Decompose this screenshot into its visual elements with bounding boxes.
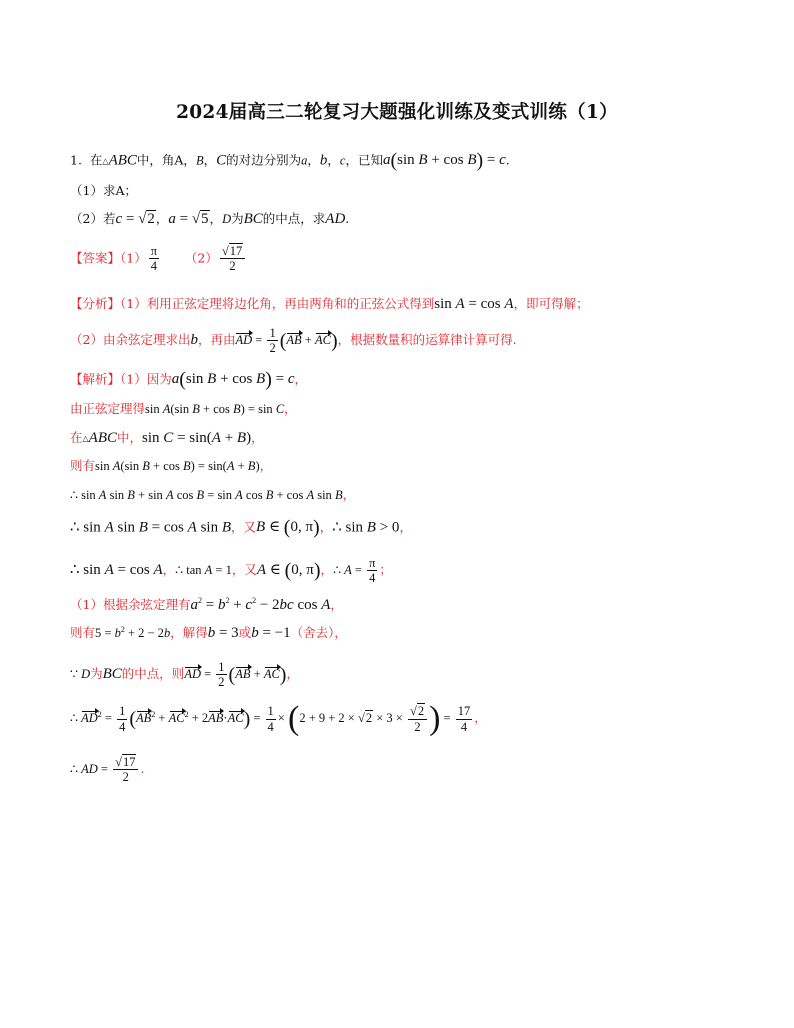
solution-line-12: ∴ AD = $\frac{√17}{2}$ . [70, 755, 145, 785]
solution-line-9: 则有$5 = b^2 + 2 - 2b$，解得b = 3或b = −1（舍去）， [70, 625, 347, 642]
answer-line: 【答案】（1） $\frac{\pi}{4}$ （2） $\frac{√17}{2}$ [70, 244, 247, 274]
solution-line-8: （1）根据余弦定理有$a^2 = b^2 + c^2 - 2bc$ cos A， [70, 596, 343, 613]
question-1: （1）求A； [70, 183, 137, 198]
solution-label: 【解析】 [70, 371, 121, 387]
question-2: （2）若c = √2，a = √5，D为BC的中点，求AD. [70, 211, 350, 227]
problem-statement: 1. 在△ABC中，角A，B，C的对边分别为a，b，c，已知a(sin B + cos B) = c. [70, 150, 510, 172]
analysis-label: 【分析】 [70, 296, 121, 311]
given-equation: a(sin B + cos B) = c [382, 150, 506, 172]
analysis-line-2: （2）由余弦定理求出b，再由AD = $\frac{1}{2}$ (AB + AC)，根据数量积的运算律计算可得. [70, 326, 517, 356]
solution-line-6: ∴ sin A sin B = cos A sin B，又B ∈ (0, π)，∴ sin B > 0， [70, 517, 412, 539]
solution-line-4: 则有sin A(sin B + cos B) = sin(A + B)， [70, 458, 273, 473]
answer-label: 【答案】 [70, 250, 121, 266]
solution-line-3: 在△ABC中，sin C = sin(A + B)， [70, 430, 264, 446]
solution-line-7: ∴ sin A = cos A，∴ tan A = 1，又A ∈ (0, π)，∴ A = $\frac{\pi}{4}$ ； [70, 556, 392, 586]
page-title: 2024届高三二轮复习大题强化训练及变式训练（1） [176, 102, 618, 123]
solution-line-10: ∵ D为BC的中点，则AD = $\frac{1}{2}$ (AB + AC)， [70, 660, 299, 690]
solution-line-2: 由正弦定理得sin A(sin B + cos B) = sin C， [70, 401, 297, 416]
solution-line-5: ∴ sin A sin B + sin A cos B = sin A cos B + cos A sin B， [70, 487, 356, 502]
analysis-line-1: 【分析】（1）利用正弦定理将边化角，再由两角和的正弦公式得到sin A = cos A，即可得解； [70, 296, 589, 312]
solution-line-1: 【解析】（1）因为a(sin B + cos B) = c， [70, 369, 308, 391]
solution-line-11: ∴ $AD^2$ = $\frac{1}{4}$ $(AB^2 + AC^2 + 2AB\cdot AC)$ = $\frac{1}{4}$ × (2 + 9 + 2 × √2 × 3 × $\frac{√2}{2}$ ) = $\frac{17}{4}$ ， [70, 700, 487, 737]
